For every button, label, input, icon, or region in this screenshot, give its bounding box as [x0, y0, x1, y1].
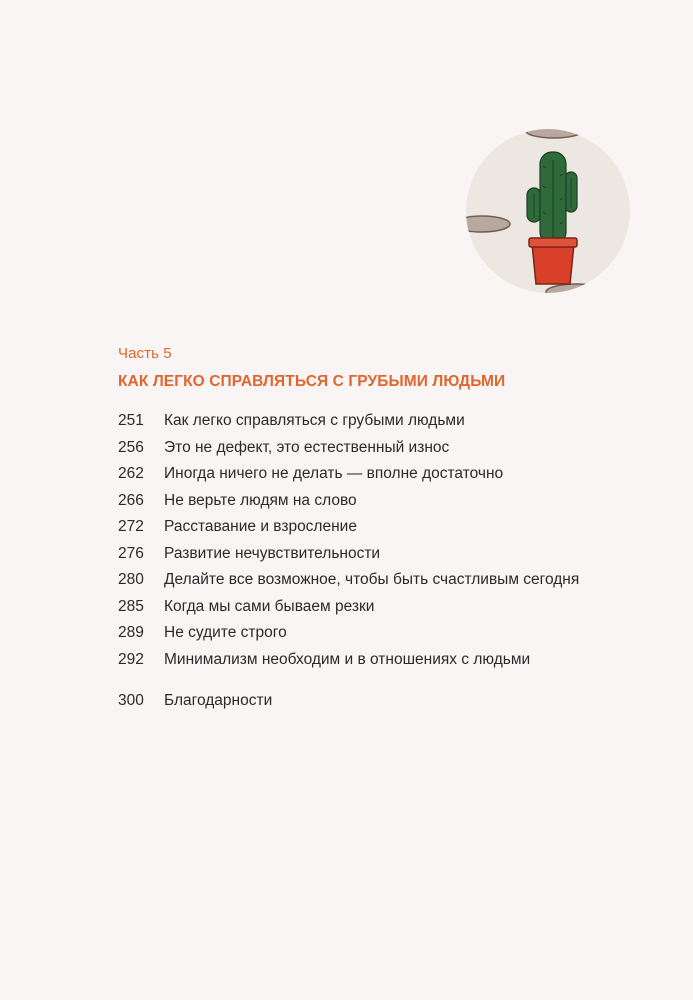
- toc-entry[interactable]: [118, 490, 588, 511]
- toc-title: Как легко справляться с грубыми людьми: [164, 412, 465, 429]
- toc-page-number: 289: [118, 624, 144, 641]
- toc-title: Минимализм необходим и в отношениях с людьми: [164, 650, 531, 668]
- toc-page-number: 285: [118, 597, 144, 615]
- toc-entry[interactable]: [118, 569, 588, 590]
- toc-entry[interactable]: [118, 543, 588, 564]
- toc-title: Когда мы сами бываем резки: [164, 597, 375, 615]
- toc-page-number: 276: [118, 544, 144, 562]
- part-title: КАК ЛЕГКО СПРАВЛЯТЬСЯ С ГРУБЫМИ ЛЮДЬМИ: [118, 373, 506, 390]
- toc-page-number: 272: [118, 518, 144, 535]
- toc-entry[interactable]: [118, 649, 588, 670]
- toc-entry[interactable]: [118, 463, 588, 484]
- toc-page-number: 280: [118, 571, 144, 588]
- pot: [532, 244, 574, 284]
- hole-left: [466, 216, 510, 232]
- toc-entry[interactable]: [118, 596, 588, 617]
- toc-page-number: 256: [118, 438, 144, 456]
- toc-title: Благодарности: [164, 691, 273, 709]
- toc-page-number: 266: [118, 491, 144, 509]
- toc-title: Делайте все возможное, чтобы быть счастливым сегодня: [164, 571, 580, 588]
- toc-entry[interactable]: [118, 516, 588, 537]
- toc-page-number: 251: [118, 412, 144, 429]
- toc-entry[interactable]: [118, 437, 588, 458]
- toc-entry[interactable]: [118, 410, 588, 431]
- toc-entry[interactable]: [118, 622, 588, 643]
- toc-title: Расставание и взросление: [164, 518, 357, 535]
- part-label: Часть 5: [118, 345, 172, 362]
- toc-title: Не судите строго: [164, 624, 287, 641]
- toc-page-number: 292: [118, 650, 144, 668]
- toc-title: Иногда ничего не делать — вполне достаточно: [164, 465, 504, 482]
- hole-top: [526, 124, 582, 138]
- toc-title: Это не дефект, это естественный износ: [164, 438, 450, 456]
- toc-title: Развитие нечувствительности: [164, 544, 381, 562]
- table-of-contents: [118, 410, 588, 716]
- toc-title: Не верьте людям на слово: [164, 491, 357, 509]
- toc-page-number: 300: [118, 691, 144, 709]
- toc-entry-acknowledgements[interactable]: [118, 690, 588, 711]
- toc-page-number: 262: [118, 465, 144, 482]
- cactus-illustration: [466, 124, 630, 298]
- hole-bottom: [546, 284, 606, 298]
